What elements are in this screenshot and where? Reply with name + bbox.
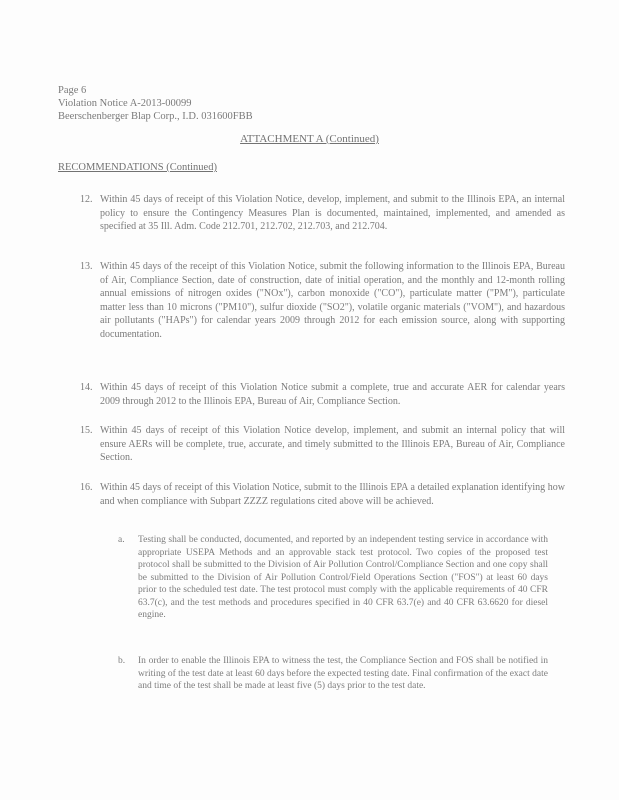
list-item	[58, 193, 565, 249]
list-item	[58, 381, 565, 411]
item-number: 12.	[80, 194, 93, 205]
item-text: Within 45 days of the receipt of this Violation Notice, submit the following information to the Illinois EPA, Bureau of Air, Compliance Section, date of construction, date of initial operation, and the monthly and 12-month rolling annual emissions of nitrogen oxides ("NOx"), carbon monoxide ("CO"), particulate matter ("PM"), particulate matter less than 10 microns ("PM10"), sulfur dioxide ("SO2"), volatile organic materials ("VOM"), and hazardous air pollutants ("HAPs") for calendar years 2009 through 2012 for each emission source, along with supporting documentation.	[100, 261, 565, 340]
page-header	[58, 84, 253, 123]
item-number: 14.	[80, 382, 93, 393]
sub-item	[118, 534, 548, 634]
violation-notice-number: Violation Notice A-2013-00099	[58, 98, 192, 109]
item-text: Within 45 days of receipt of this Violation Notice develop, implement, and submit an internal policy that will ensure AERs will be complete, true, accurate, and timely submitted to the Illinois EPA, Bureau of Air, Compliance Section.	[100, 425, 565, 463]
sub-item-text: In order to enable the Illinois EPA to witness the test, the Compliance Section and FOS shall be notified in writing of the test date at least 60 days before the expected testing date. Final confirmation of the exact date and time of the test shall be made at least five (5) days prior to the test date.	[138, 656, 548, 691]
list-item	[58, 260, 565, 370]
page-number: Page 6	[58, 85, 87, 96]
item-text: Within 45 days of receipt of this Violation Notice, submit to the Illinois EPA a detailed explanation identifying how and when compliance with Subpart ZZZZ regulations cited above will be achieved.	[100, 482, 565, 507]
item-number: 15.	[80, 425, 93, 436]
item-text: Within 45 days of receipt of this Violation Notice, develop, implement, and submit to the Illinois EPA, an internal policy to ensure the Contingency Measures Plan is documented, maintained, implemented, and amended as specified at 35 Ill. Adm. Code 212.701, 212.702, 212.703, and 212.704.	[100, 194, 565, 232]
attachment-title: ATTACHMENT A (Continued)	[240, 133, 379, 145]
sub-item	[118, 655, 548, 707]
item-number: 13.	[80, 261, 93, 272]
item-text: Within 45 days of receipt of this Violation Notice submit a complete, true and accurate AER for calendar years 2009 through 2012 to the Illinois EPA, Bureau of Air, Compliance Section.	[100, 382, 565, 407]
facility-id: Beerschenberger Blap Corp., I.D. 031600FBB	[58, 111, 253, 122]
sub-item-text: Testing shall be conducted, documented, and reported by an independent testing service in accordance with appropriate USEPA Methods and an approvable stack test protocol. Two copies of the proposed test protocol shall be submitted to the Division of Air Pollution Control/Compliance Section and one copy shall be submitted to the Division of Air Pollution Control/Field Operations Section ("FOS") at least 60 days prior to the scheduled test date. The test protocol must comply with the applicable requirements of 40 CFR 63.7(c), and the test methods and procedures specified in 40 CFR 63.7(e) and 40 CFR 63.6620 for diesel engine.	[138, 535, 548, 620]
sub-item-label: b.	[118, 656, 126, 666]
recommendations-heading: RECOMMENDATIONS (Continued)	[58, 162, 217, 173]
sub-item-label: a.	[118, 535, 125, 545]
item-number: 16.	[80, 482, 93, 493]
list-item	[58, 424, 565, 468]
list-item	[58, 481, 565, 525]
